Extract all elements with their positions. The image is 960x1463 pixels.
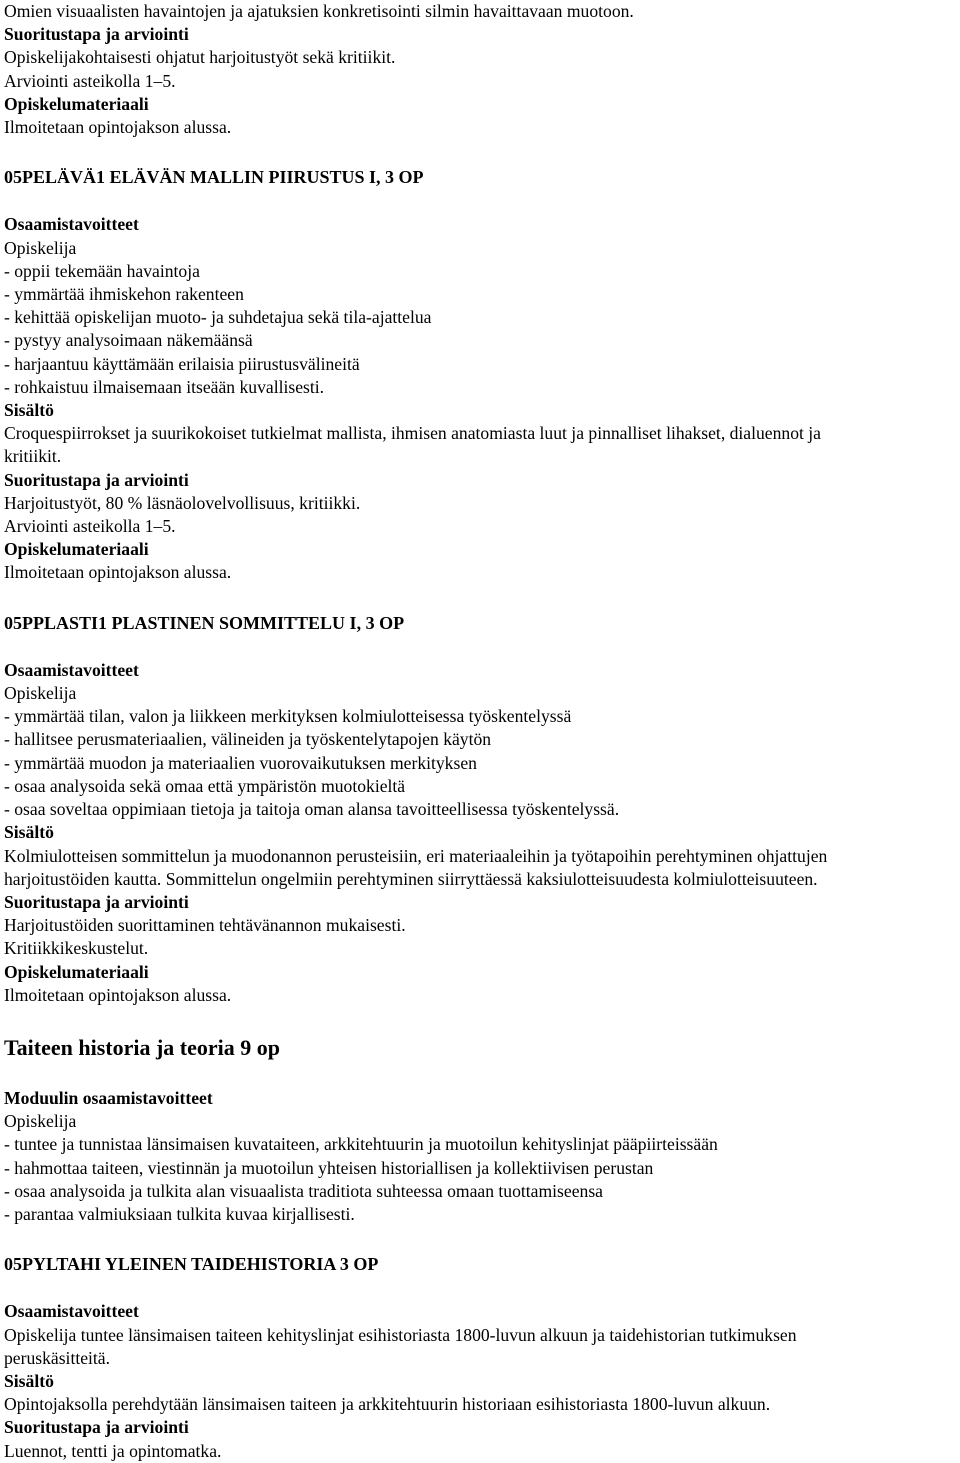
outcomes-text: Opiskelija tuntee länsimaisen taiteen kehityslinjat esihistoriasta 1800-luvun alkuun ja taidehistorian tutkimuksen [4,1324,797,1345]
assessment-heading: Suoritustapa ja arviointi [4,469,189,490]
outcome-item: - pystyy analysoimaan näkemäänsä [4,330,253,351]
course-title: 05PPLASTI1 PLASTINEN SOMMITTELU I, 3 OP [4,612,405,633]
outcomes-heading: Osaamistavoitteet [4,1301,139,1322]
assessment-text: Harjoitustöiden suorittaminen tehtävänannon mukaisesti. [4,915,406,936]
course-section-yltahi [4,1253,960,1463]
outcomes-heading: Osaamistavoitteet [4,214,139,235]
outcomes-heading: Osaamistavoitteet [4,659,139,680]
outcome-item: - tuntee ja tunnistaa länsimaisen kuvataiteen, arkkitehtuurin ja muotoilun kehityslinjat pääpiirteissään [4,1134,718,1155]
outcome-item: - oppii tekemään havaintoja [4,260,200,281]
content-text: kritiikit. [4,446,62,467]
assessment-scale: Arviointi asteikolla 1–5. [4,70,176,91]
outcome-item: - ymmärtää muodon ja materiaalien vuorovaikutuksen merkityksen [4,752,477,773]
outcome-item: - osaa analysoida ja tulkita alan visuaalista traditiota suhteessa omaan tuottamiseensa [4,1180,603,1201]
intro-section [4,0,960,139]
outcome-item: - ymmärtää tilan, valon ja liikkeen merkityksen kolmiulotteisessa työskentelyssä [4,706,572,727]
assessment-text: Luennot, tentti ja opintomatka. [4,1440,222,1461]
outcome-item: - harjaantuu käyttämään erilaisia piirustusvälineitä [4,353,360,374]
assessment-heading: Suoritustapa ja arviointi [4,891,189,912]
material-heading: Opiskelumateriaali [4,93,149,114]
material-text: Ilmoitetaan opintojakson alussa. [4,562,232,583]
material-text: Ilmoitetaan opintojakson alussa. [4,984,232,1005]
outcomes-text: peruskäsitteitä. [4,1347,111,1368]
outcome-item: - rohkaistuu ilmaisemaan itseään kuvallisesti. [4,376,325,397]
assessment-heading: Suoritustapa ja arviointi [4,1417,189,1438]
content-heading: Sisältö [4,1370,54,1391]
course-title: 05PYLTAHI YLEINEN TAIDEHISTORIA 3 OP [4,1254,379,1275]
content-text: Kolmiulotteisen sommittelun ja muodonannon perusteisiin, eri materiaaleihin ja työtapoihin perehtyminen ohjattujen [4,845,828,866]
assessment-scale: Arviointi asteikolla 1–5. [4,516,176,537]
assessment-heading: Suoritustapa ja arviointi [4,24,189,45]
student-label: Opiskelija [4,1111,77,1132]
module-title: Taiteen historia ja teoria 9 op [4,1034,280,1060]
material-text: Ilmoitetaan opintojakson alussa. [4,117,232,138]
course-section-pelava1 [4,166,960,584]
content-heading: Sisältö [4,400,54,421]
assessment-note: Kritiikkikeskustelut. [4,938,149,959]
assessment-text: Opiskelijakohtaisesti ohjatut harjoitustyöt sekä kritiikit. [4,47,396,68]
outcome-item: - ymmärtää ihmiskehon rakenteen [4,284,244,305]
student-label: Opiskelija [4,683,77,704]
student-label: Opiskelija [4,237,77,258]
assessment-text: Harjoitustyöt, 80 % läsnäolovelvollisuus, kritiikki. [4,492,361,513]
course-title: 05PELÄVÄ1 ELÄVÄN MALLIN PIIRUSTUS I, 3 OP [4,167,424,188]
outcome-item: - osaa analysoida sekä omaa että ympäristön muotokieltä [4,775,406,796]
content-text: Croquespiirrokset ja suurikokoiset tutkielmat mallista, ihmisen anatomiasta luut ja pinnalliset lihakset, dialuennot ja [4,423,821,444]
outcome-item: - osaa soveltaa oppimiaan tietoja ja taitoja oman alansa tavoitteellisessa työskentelyssä. [4,799,620,820]
content-heading: Sisältö [4,822,54,843]
content-text: harjoitustöiden kautta. Sommittelun ongelmiin perehtyminen siirryttäessä kaksiulotteisuudesta kolmiulotteisuuteen. [4,868,818,889]
outcome-item: - parantaa valmiuksiaan tulkita kuvaa kirjallisesti. [4,1203,355,1224]
outcome-item: - kehittää opiskelijan muoto- ja suhdetajua sekä tila-ajattelua [4,307,432,328]
module-section [4,1034,960,1226]
module-outcomes-heading: Moduulin osaamistavoitteet [4,1087,213,1108]
intro-text: Omien visuaalisten havaintojen ja ajatuksien konkretisointi silmin havaittavaan muotoon. [4,1,634,21]
course-section-plasti1 [4,612,960,1007]
outcome-item: - hahmottaa taiteen, viestinnän ja muotoilun yhteisen historiallisen ja kollektiivisen perustan [4,1157,654,1178]
material-heading: Opiskelumateriaali [4,961,149,982]
material-heading: Opiskelumateriaali [4,539,149,560]
content-text: Opintojaksolla perehdytään länsimaisen taiteen ja arkkitehtuurin historiaan esihistoriasta 1800-luvun alkuun. [4,1394,771,1415]
outcome-item: - hallitsee perusmateriaalien, välineiden ja työskentelytapojen käytön [4,729,492,750]
